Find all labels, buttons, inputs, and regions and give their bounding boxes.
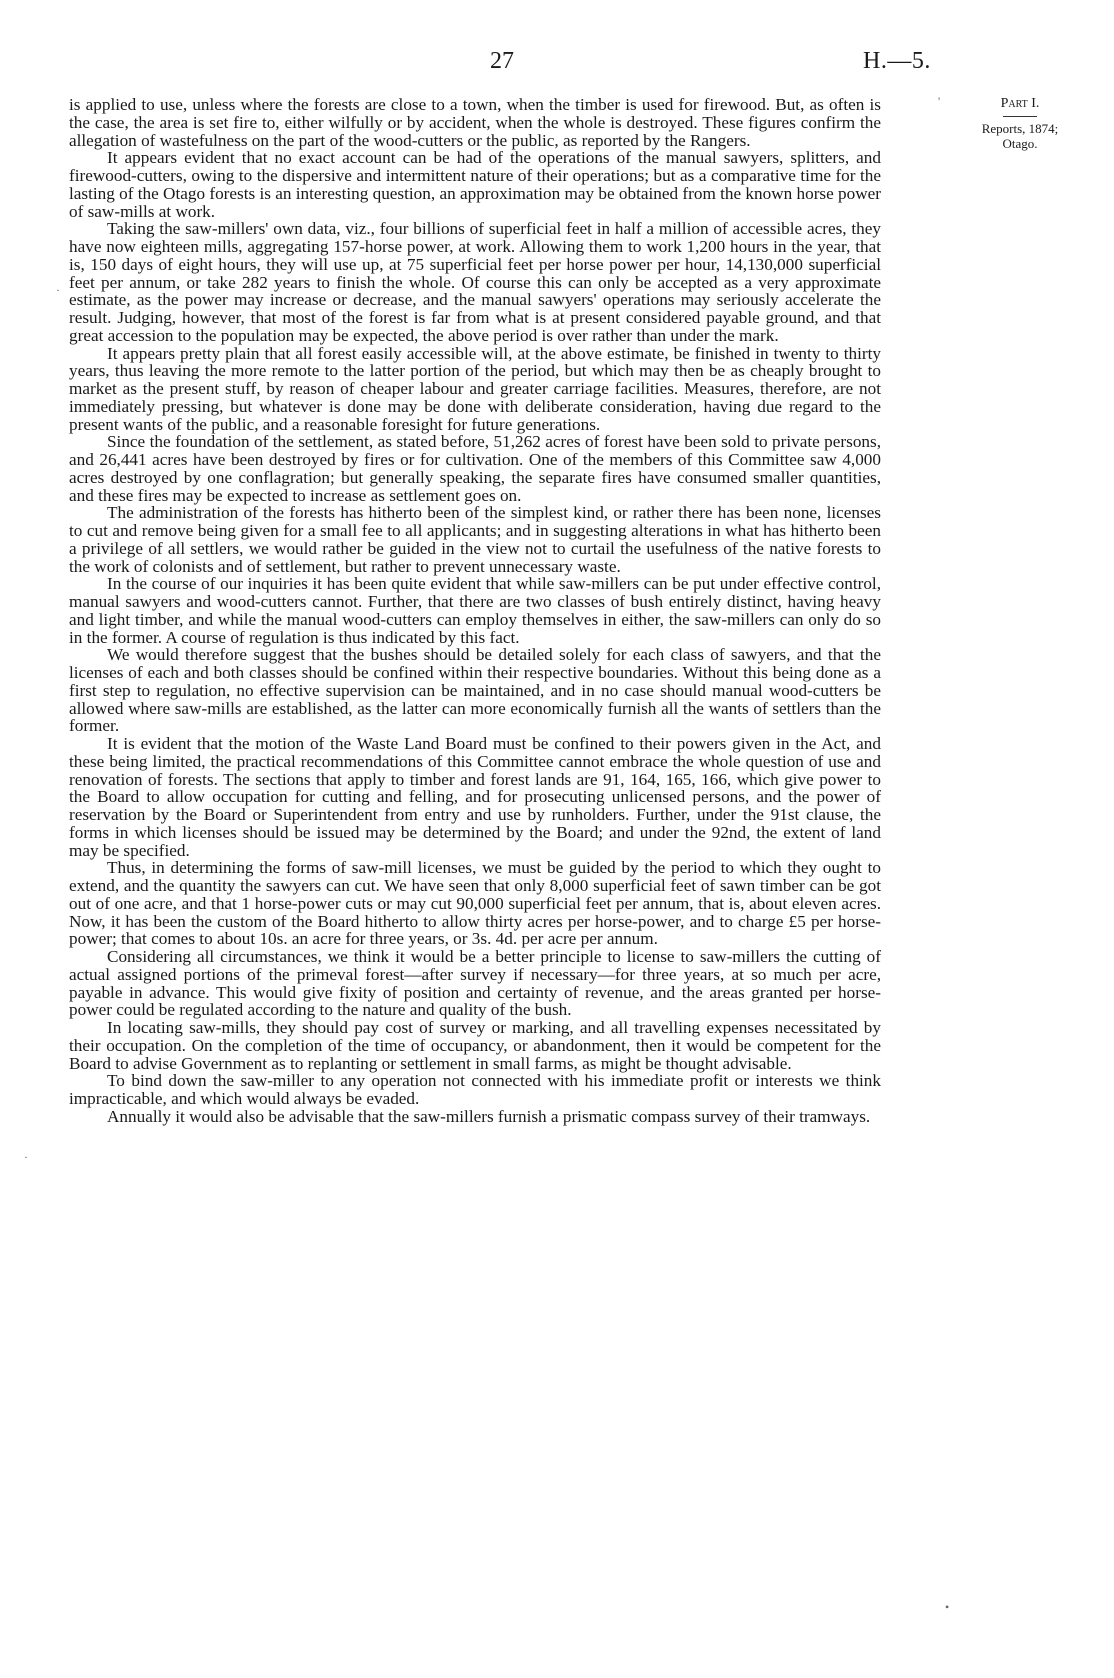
paragraph: It appears pretty plain that all forest easily accessible will, at the above estimate, be finished in twenty to thirty years, thus leaving the more remote to the latter portion of the period, but which may then be as cheaply brought to market as the present stuff, by reason of cheaper labour and greater carriage facilities. Measures, therefore, are not immediately pressing, but whatever is done may be done with deliberate consideration, having due regard to the present wants of the public, and a reasonable foresight for future generations. [69,343,881,434]
paragraph: In the course of our inquiries it has been quite evident that while saw-millers can be put under effective control, manual sawyers and wood-cutters cannot. Further, that there are two classes of bush entirely distinct, having heavy and light timber, and while the manual wood-cutters can employ themselves in either, the saw-millers can only do so in the former. A course of regulation is thus indicated by this fact. [69,574,881,647]
paragraph: Since the foundation of the settlement, as stated before, 51,262 acres of forest have been sold to private persons, and 26,441 acres have been destroyed by fires or for cultivation. One of the members of this Committee saw 4,000 acres destroyed by one conflagration; but generally speaking, the separate fires have consumed smaller quantities, and these fires may be expected to increase as settlement goes on. [69,432,881,505]
margin-note-reports: Reports, 1874; [981,121,1059,136]
page-number: 27 [490,48,514,74]
margin-note-rule [1003,116,1037,117]
page-header [0,48,1114,76]
paragraph: Taking the saw-millers' own data, viz., four billions of superficial feet in half a million of accessible acres, they have now eighteen mills, aggregating 157-horse power, at work. Allowing them to work 1,200 hours in the year, that is, 150 days of eight hours, they will use up, at 75 superficial feet per horse power per hour, 14,130,000 superficial feet per annum, or take 282 years to finish the whole. Of course this can only be accepted as a very approximate estimate, as the power may increase or decrease, and the manual sawyers' operations may seriously accelerate the result. Judging, however, that most of the forest is far from what is at present considered payable ground, and that great accession to the population may be expected, the above period is over rather than under the mark. [69,219,881,345]
paragraph: Considering all circumstances, we think it would be a better principle to license to saw-millers the cutting of actual assigned portions of the primeval forest—after survey if necessary—for three years, at so much per acre, payable in advance. This would give fixity of position and certainty of revenue, and the areas granted per horse-power could be regulated according to the nature and quality of the bush. [69,947,881,1020]
paragraph: Thus, in determining the forms of saw-mill licenses, we must be guided by the period to which they ought to extend, and the quantity the sawyers can cut. We have seen that only 8,000 superficial feet of sawn timber can be got out of one acre, and that 1 horse-power cuts or may cut 90,000 superficial feet per annum, that is, about eleven acres. Now, it has been the custom of the Board hitherto to allow thirty acres per horse-power, and to charge £5 per horse-power; that comes to about 10s. an acre for three years, or 3s. 4d. per acre per annum. [69,858,881,949]
margin-note [960,96,1080,151]
body-text [69,96,881,1126]
paragraph: In locating saw-mills, they should pay cost of survey or marking, and all travelling expenses necessitated by their occupation. On the completion of the time of occupancy, or abandonment, then it would be competent for the Board to advise Government as to replanting or settlement in small farms, as might be thought advisable. [69,1018,881,1073]
stray-mark: · [56,283,60,297]
stray-mark: ' [938,94,941,108]
paragraph: Annually it would also be advisable that the saw-millers furnish a prismatic compass survey of their tramways. [107,1106,871,1126]
paragraph: is applied to use, unless where the forests are close to a town, when the timber is used for firewood. But, as often is the case, the area is set fire to, either wilfully or by accident, when the whole is destroyed. These figures confirm the allegation of wastefulness on the part of the wood-cutters or the public, as reported by the Rangers. [69,95,881,150]
paragraph: It appears evident that no exact account can be had of the operations of the manual sawyers, splitters, and firewood-cutters, owing to the dispersive and intermittent nature of their operations; but as a comparative time for the lasting of the Otago forests is an interesting question, an approximation may be obtained from the known horse power of saw-mills at work. [69,148,881,221]
paragraph: To bind down the saw-miller to any operation not connected with his immediate profit or interests we think impracticable, and which would always be evaded. [69,1071,881,1108]
document-reference: H.—5. [863,48,931,74]
paragraph: The administration of the forests has hitherto been of the simplest kind, or rather there has been none, licenses to cut and remove being given for a small fee to all applicants; and in suggesting alterations in what has hitherto been a privilege of all settlers, we would rather be guided in the view not to curtail the usefulness of the native forests to the work of colonists and of settlement, but rather to prevent unnecessary waste. [69,503,881,576]
paragraph: It is evident that the motion of the Waste Land Board must be confined to their powers given in the Act, and these being limited, the practical recommendations of this Committee cannot embrace the whole question of use and renovation of forests. The sections that apply to timber and forest lands are 91, 164, 165, 166, which give power to the Board to allow occupation for cutting and felling, and for prosecuting unlicensed persons, and the power of reservation by the Board or Superintendent from entry and use by runholders. Further, under the 91st clause, the forms in which licenses should be issued may be determined by the Board; and under the 92nd, the extent of land may be specified. [69,734,881,860]
paragraph: We would therefore suggest that the bushes should be detailed solely for each class of sawyers, and that the licenses of each and both classes should be confined within their respective boundaries. Without this being done as a first step to regulation, no effective supervision can be maintained, and in no case should manual wood-cutters be allowed where saw-mills are established, as the latter can more economically furnish all the wants of settlers than the former. [69,645,881,736]
stray-mark: • [945,1600,950,1614]
margin-note-part: Part I. [1000,96,1040,111]
stray-mark: · [24,1150,28,1164]
margin-note-place: Otago. [1002,136,1038,151]
